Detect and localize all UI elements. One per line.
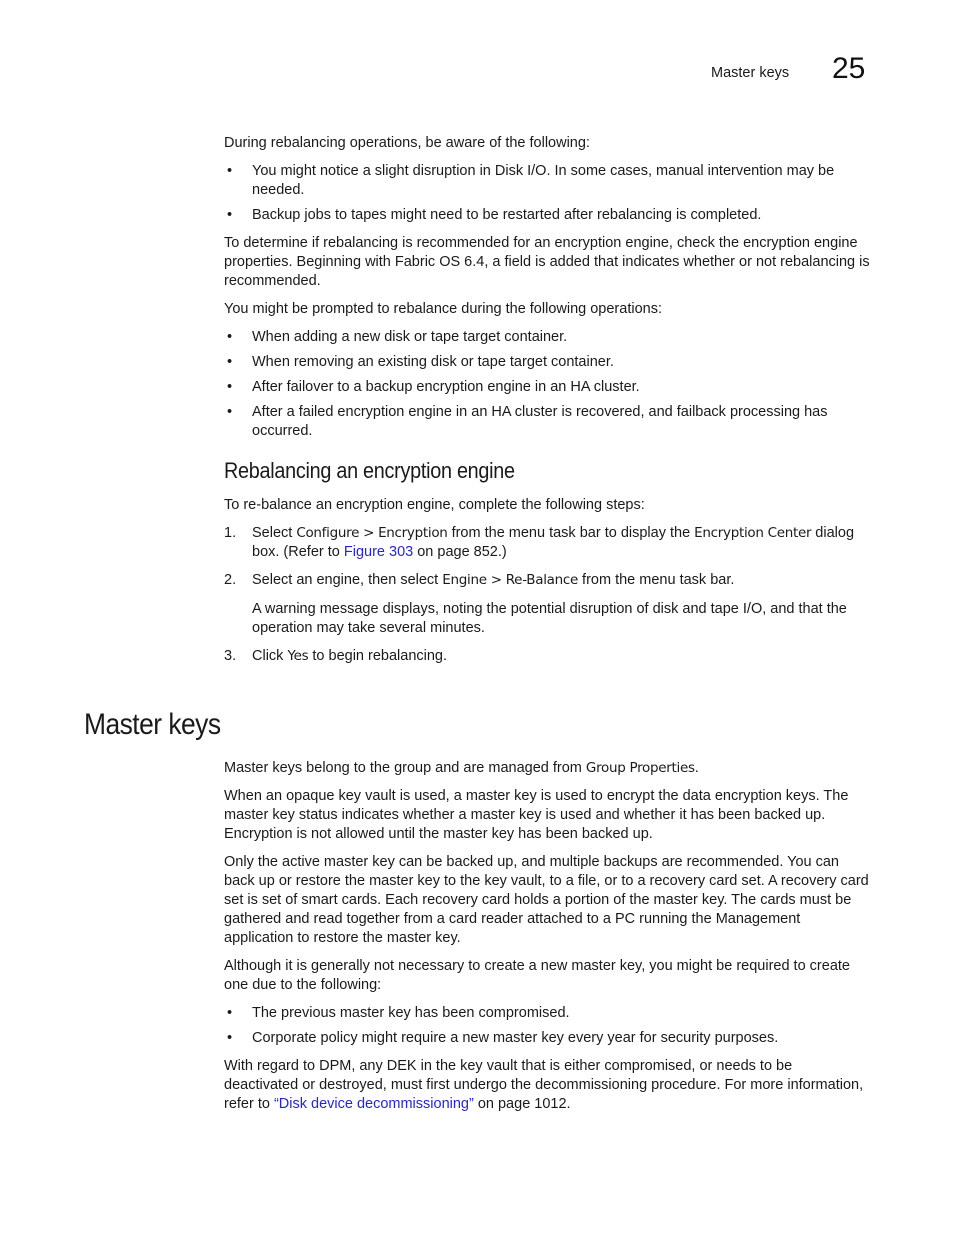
ui-label: Encryption Center bbox=[694, 525, 812, 541]
ui-label: Configure > Encryption bbox=[296, 525, 448, 541]
chapter-number: 25 bbox=[832, 52, 866, 85]
rebalancing-paragraph: To determine if rebalancing is recommended for an encryption engine, check the encryption engine properties. Beginning with Fabric OS 6.4, a field is added that indicates whether or not rebalancing is recommended. bbox=[224, 235, 870, 289]
cross-reference-link[interactable]: “Disk device decommissioning” bbox=[273, 1096, 474, 1112]
bullet-icon: • bbox=[227, 379, 233, 395]
bullet-icon: • bbox=[227, 354, 233, 370]
steps-list bbox=[224, 524, 870, 666]
bullet-icon: • bbox=[227, 329, 233, 345]
master-keys-paragraph: When an opaque key vault is used, a master key is used to encrypt the data encryption keys. The master key status indicates whether a master key is used and whether it has been backed up. Encryption is not allowed until the master key has been backed up. bbox=[224, 788, 849, 842]
list-item: • When adding a new disk or tape target container. bbox=[227, 329, 568, 345]
ui-label: Engine > Re-Balance bbox=[442, 572, 579, 588]
steps-intro: To re-balance an encryption engine, complete the following steps: bbox=[224, 497, 645, 513]
step-item: 3. Click Yes to begin rebalancing. bbox=[224, 648, 448, 664]
bullet-icon: • bbox=[227, 207, 233, 223]
master-keys-paragraph: Only the active master key can be backed up, and multiple backups are recommended. You can back up or restore the master key to the key vault, to a file, or to a recovery card set. A recovery card set is set of smart cards. Each recovery card holds a portion of the master key. The cards must be gathered and read together from a card reader attached to a PC running the Management application to restore the master key. bbox=[224, 854, 869, 946]
ui-label: Group Properties bbox=[585, 760, 695, 776]
rebalancing-paragraph: You might be prompted to rebalance during the following operations: bbox=[224, 301, 662, 317]
step-number: 1. bbox=[224, 525, 237, 541]
step-number: 2. bbox=[224, 572, 237, 588]
step-number: 3. bbox=[224, 648, 237, 664]
rebalancing-bullets bbox=[224, 162, 870, 225]
list-item: • After a failed encryption engine in an HA cluster is recovered, and failback processing has occurred. bbox=[227, 404, 828, 439]
list-item: • Backup jobs to tapes might need to be restarted after rebalancing is completed. bbox=[227, 207, 762, 223]
master-keys-section bbox=[224, 759, 870, 1123]
master-keys-paragraph: With regard to DPM, any DEK in the key vault that is either compromised, or needs to be deactivated or destroyed, must first undergo the decommissioning procedure. For more information, refer to “Disk device decommissioning” on page 1012. bbox=[224, 1058, 864, 1112]
section-heading: Master keys bbox=[84, 708, 221, 741]
bullet-icon: • bbox=[227, 1030, 233, 1046]
rebalancing-intro: During rebalancing operations, be aware of the following: bbox=[224, 135, 590, 151]
list-item: • Corporate policy might require a new master key every year for security purposes. bbox=[227, 1030, 779, 1046]
list-item: • The previous master key has been compromised. bbox=[227, 1005, 570, 1021]
ui-label: Yes bbox=[287, 648, 309, 664]
master-keys-bullets bbox=[224, 1004, 870, 1048]
list-item: • You might notice a slight disruption in Disk I/O. In some cases, manual intervention may be needed. bbox=[227, 163, 835, 198]
step-item: 1. Select Configure > Encryption from the menu task bar to display the Encryption Center dialog box. (Refer to Figure 303 on page 852.) bbox=[224, 525, 855, 560]
figure-link[interactable]: Figure 303 bbox=[343, 544, 414, 560]
bullet-icon: • bbox=[227, 404, 233, 420]
rebalancing-section bbox=[224, 134, 870, 675]
master-keys-paragraph: Although it is generally not necessary to create a new master key, you might be required to create one due to the following: bbox=[224, 958, 850, 993]
step-note: A warning message displays, noting the potential disruption of disk and tape I/O, and that the operation may take several minutes. bbox=[252, 601, 847, 636]
list-item: • After failover to a backup encryption engine in an HA cluster. bbox=[227, 379, 640, 395]
list-item: • When removing an existing disk or tape target container. bbox=[227, 354, 614, 370]
bullet-icon: • bbox=[227, 163, 233, 179]
bullet-icon: • bbox=[227, 1005, 233, 1021]
step-item: 2. Select an engine, then select Engine > Re-Balance from the menu task bar. A warning message displays, noting the potential disruption of disk and tape I/O, and that the operation may take several minutes. bbox=[224, 571, 870, 638]
rebalance-operations-bullets bbox=[224, 328, 870, 441]
master-keys-paragraph: Master keys belong to the group and are managed from Group Properties. bbox=[224, 760, 699, 776]
running-header-title: Master keys bbox=[711, 65, 790, 81]
subsection-heading: Rebalancing an encryption engine bbox=[224, 458, 515, 483]
